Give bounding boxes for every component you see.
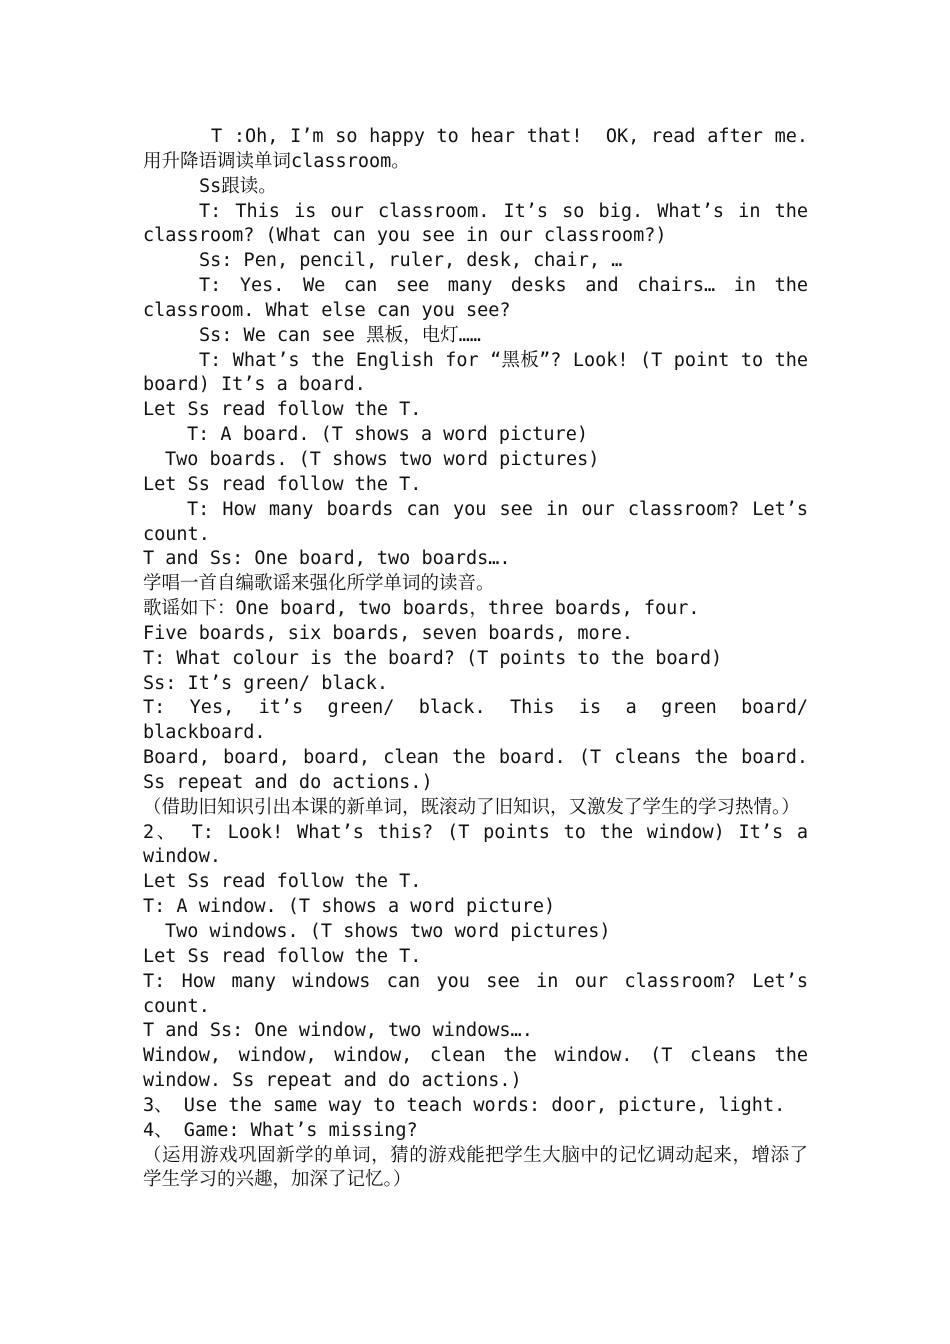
paragraph: T: A board. (T shows a word picture) <box>187 424 588 446</box>
paragraph: Board, board, board, clean the board. (T cleans the board. Ss repeat and do actions.) <box>143 747 820 793</box>
paragraph: 4、 Game: What’s missing? <box>143 1119 418 1141</box>
paragraph: Ss: We can see 黑板，电灯…… <box>199 324 481 346</box>
paragraph: Two boards. (T shows two word pictures) <box>165 448 600 470</box>
paragraph: T: A window. (T shows a word picture) <box>143 896 556 918</box>
paragraph: T: How many windows can you see in our classroom? Let’s count. <box>143 970 820 1017</box>
paragraph: Let Ss read follow the T. <box>143 473 422 495</box>
paragraph: 学唱一首自编歌谣来强化所学单词的读音。 <box>143 573 495 595</box>
paragraph: T: What colour is the board? (T points to the board) <box>143 647 723 669</box>
paragraph: T: What’s the English for “黑板”? Look! (T point to the board) It’s a board. <box>143 349 820 396</box>
paragraph: Five boards, six boards, seven boards, more. <box>143 622 634 644</box>
paragraph: Let Ss read follow the T. <box>143 399 422 421</box>
paragraph: T: This is our classroom. It’s so big. What’s in the classroom? (What can you see in our classroom?) <box>143 200 820 247</box>
paragraph: Window, window, window, clean the window. (T cleans the window. Ss repeat and do actions.) <box>143 1045 820 1092</box>
paragraph: T: How many boards can you see in our classroom? Let’s count. <box>143 498 820 545</box>
paragraph: Ss跟读。 <box>199 175 277 197</box>
paragraph: Ss: It’s green/ black. <box>143 672 389 694</box>
paragraph: （运用游戏巩固新学的单词，猜的游戏能把学生大脑中的记忆调动起来，增添了学生学习的兴趣，加深了记忆。） <box>143 1144 808 1191</box>
paragraph: T :Oh, I’m so happy to hear that! OK, read after me. 用升降语调读单词classroom。 <box>143 126 820 172</box>
paragraph: 2、 T: Look! What’s this? (T points to the window) It’s a window. <box>143 821 820 868</box>
paragraph: T and Ss: One window, two windows…. <box>143 1020 533 1042</box>
paragraph: Ss: Pen, pencil, ruler, desk, chair, … <box>199 250 623 272</box>
paragraph: （借助旧知识引出本课的新单词，既滚动了旧知识，又激发了学生的学习热情。） <box>143 796 800 818</box>
paragraph: Let Ss read follow the T. <box>143 945 422 967</box>
paragraph: Two windows. (T shows two word pictures) <box>165 921 611 942</box>
paragraph: 3、 Use the same way to teach words: door, picture, light. <box>143 1094 786 1116</box>
paragraph: Let Ss read follow the T. <box>143 871 422 893</box>
paragraph: T and Ss: One board, two boards…. <box>143 548 511 570</box>
paragraph: T: Yes, it’s green/ black. This is a green board/ blackboard. <box>143 697 820 744</box>
document-body <box>143 125 820 1193</box>
paragraph: T: Yes. We can see many desks and chairs… in the classroom. What else can you see? <box>143 275 820 321</box>
paragraph: 歌谣如下：One board, two boards，three boards, four. <box>143 598 700 620</box>
